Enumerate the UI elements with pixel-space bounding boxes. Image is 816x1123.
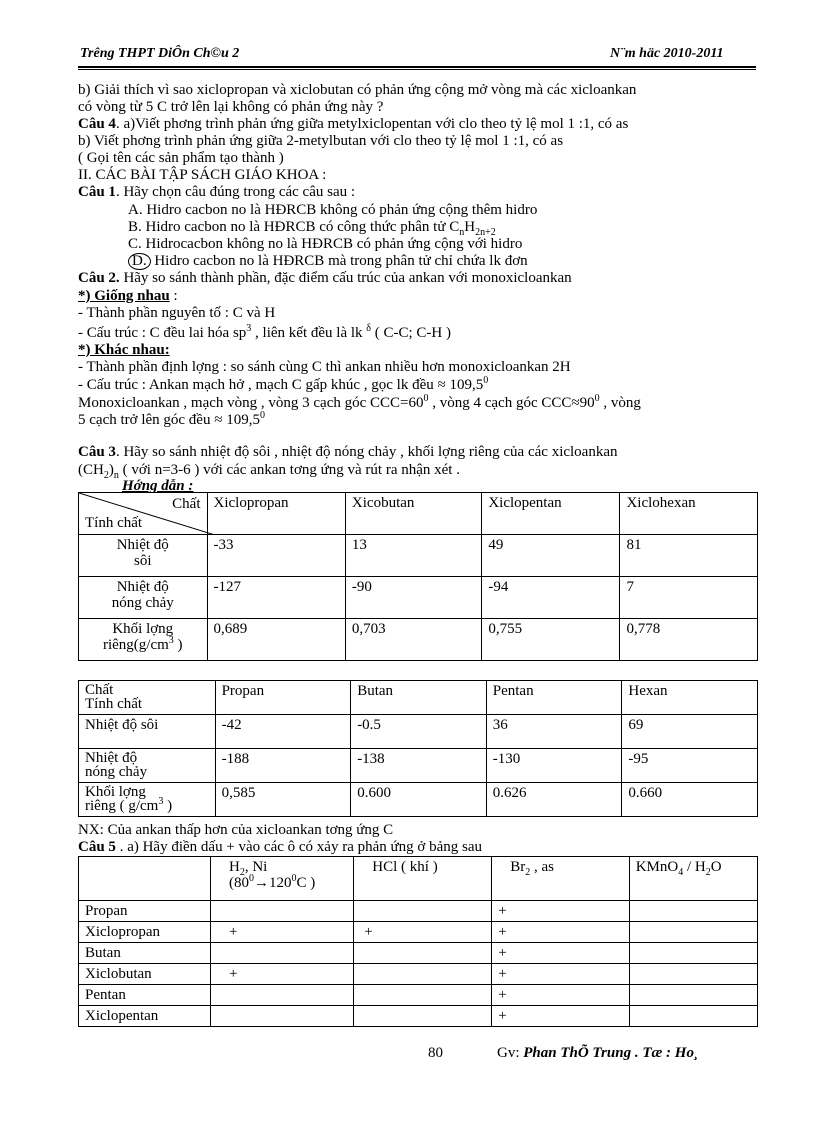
table-cell: -94 — [482, 577, 620, 619]
table-row — [79, 943, 758, 964]
table-header-cell: Xicobutan — [345, 493, 481, 535]
table-row — [79, 901, 758, 922]
diff-line-4: 5 cạch trở lên góc đều ≈ $109,5^0$ — [78, 410, 265, 428]
table-cell — [210, 901, 353, 922]
table-cell — [629, 985, 757, 1006]
header-school: Trêng THPT DiÔn Ch©u 2 — [80, 46, 240, 61]
nx-conclusion: NX: Của ankan thấp hơn của xicloankan tơng ứng C — [78, 822, 394, 838]
table-cycloalkanes — [78, 492, 758, 661]
row-label: Xiclopropan — [79, 922, 211, 943]
table-cell: -188 — [215, 749, 351, 783]
table-corner: Chất Tính chất — [79, 681, 216, 715]
row-label: Khối lợng riêng ( $g/cm^3$ ) — [79, 783, 216, 817]
q3-label: Câu 3 — [78, 444, 116, 460]
question-1 — [78, 184, 355, 201]
table-header-cell: $H_2$, Ni ($80^0\to 120^0C$ ) — [210, 857, 353, 901]
row-label: Pentan — [79, 985, 211, 1006]
q5-label: Câu 5 — [78, 839, 116, 855]
table-cell — [629, 943, 757, 964]
table-cell — [210, 1006, 353, 1027]
table-header-cell: $Br_2$ , as — [492, 857, 629, 901]
table-reactions — [78, 856, 758, 1027]
table-cell — [210, 943, 353, 964]
table-row — [79, 577, 758, 619]
header-year: N¨m häc 2010-2011 — [610, 46, 724, 61]
row-label: Butan — [79, 943, 211, 964]
q1-text: . Hãy chọn câu đúng trong các câu sau : — [115, 184, 356, 200]
same-line-2: - Cấu trúc : C đều lai hóa $sp^3$ , liên kết đều là lk $^\delta$ ( C-C; C-H ) — [78, 323, 451, 341]
table-cell — [354, 943, 492, 964]
table-cell: 0.626 — [486, 783, 622, 817]
row-label: Nhiệt độ nóng chảy — [79, 749, 216, 783]
row-label: Xiclobutan — [79, 964, 211, 985]
table-row — [79, 922, 758, 943]
q2-text: Hãy so sánh thành phần, đặc điểm cấu trúc của ankan với monoxicloankan — [119, 270, 572, 286]
table-header-cell: Xiclopropan — [207, 493, 345, 535]
q1-label: Câu 1 — [78, 184, 116, 200]
table-row — [79, 985, 758, 1006]
table-cell — [210, 985, 353, 1006]
table-header-cell: HCl ( khí ) — [354, 857, 492, 901]
option-a: A. Hidro cacbon no là HĐRCB không có phản ứng cộng thêm hidro — [128, 202, 538, 218]
table-cell — [629, 964, 757, 985]
table-cell: 69 — [622, 715, 758, 749]
table-row — [79, 1006, 758, 1027]
row-label: Khối lợng $riêng(g/cm^3$ ) — [79, 619, 208, 661]
table-header-cell: Propan — [215, 681, 351, 715]
q5-text: . a) Hãy điền dấu + vào các ô có xảy ra phản ứng ở bảng sau — [115, 839, 482, 855]
table-cell: 0,778 — [620, 619, 758, 661]
table-cell: + — [492, 901, 629, 922]
table-cell: 0,585 — [215, 783, 351, 817]
table-cell: 7 — [620, 577, 758, 619]
question-2 — [78, 270, 572, 287]
header-divider — [78, 66, 756, 70]
table-header-cell: Xiclohexan — [620, 493, 758, 535]
table-cell: -95 — [622, 749, 758, 783]
question-3 — [78, 444, 618, 461]
question-5 — [78, 839, 482, 856]
row-label: Nhiệt độ nóng chảy — [79, 577, 208, 619]
table-cell: 0.660 — [622, 783, 758, 817]
table-header-row — [79, 681, 758, 715]
table-header-cell: Xiclopentan — [482, 493, 620, 535]
guide-heading: Hớng dẫn : — [122, 478, 194, 494]
diff-line-3: Monoxicloankan , mạch vòng , vòng 3 cạch góc $CCC=60^0$ , vòng 4 cạch góc $CCC\approx 90^0$ , vòng — [78, 393, 641, 411]
option-b: B. Hidro cacbon no là HĐRCB có công thức phân tử $C_nH_{2n+2}$ — [128, 219, 496, 238]
table-row — [79, 715, 758, 749]
q3-text: . Hãy so sánh nhiệt độ sôi , nhiệt độ nóng chảy , khối lợng riêng của các xicloankan — [115, 444, 618, 460]
table-cell: + — [210, 964, 353, 985]
option-c: C. Hidrocacbon không no là HĐRCB có phản ứng cộng với hidro — [128, 236, 523, 252]
table-cell: -127 — [207, 577, 345, 619]
option-d-circle: D. — [128, 253, 151, 270]
diff-line-2: - Cấu trúc : Ankan mạch hở , mạch C gấp khúc , gọc lk đều ≈ $109,5^0$ — [78, 375, 489, 393]
table-cell: 0,689 — [207, 619, 345, 661]
option-d: D. Hidro cacbon no là HĐRCB mà trong phân tử chỉ chứa lk đơn — [128, 253, 528, 270]
table-row — [79, 964, 758, 985]
row-label: Propan — [79, 901, 211, 922]
diff-heading: *) Khác nhau: — [78, 342, 170, 358]
table-cell — [354, 964, 492, 985]
same-line-1: - Thành phần nguyên tố : C và H — [78, 305, 276, 321]
same-heading: *) Giống nhau : — [78, 288, 178, 304]
section-2-title: II. CÁC BÀI TẬP SÁCH GIÁO KHOA : — [78, 167, 327, 183]
table-cell: 81 — [620, 535, 758, 577]
table-row — [79, 535, 758, 577]
table-cell: + — [492, 964, 629, 985]
row-label: Nhiệt độ sôi — [79, 535, 208, 577]
line-q4c: ( Gọi tên các sản phẩm tạo thành ) — [78, 150, 284, 166]
table-alkanes — [78, 680, 758, 817]
table-header-row — [79, 493, 758, 535]
table-cell: 0.600 — [351, 783, 487, 817]
line-l2: có vòng từ 5 C trở lên lại không có phản ứng này ? — [78, 99, 384, 115]
table-cell: 0,755 — [482, 619, 620, 661]
row-label: Nhiệt độ sôi — [79, 715, 216, 749]
sigma-symbol: δ — [366, 323, 371, 334]
table-header-cell: Pentan — [486, 681, 622, 715]
table-cell: + — [492, 1006, 629, 1027]
table-header-cell: Hexan — [622, 681, 758, 715]
table-cell: 13 — [345, 535, 481, 577]
table-cell: -0.5 — [351, 715, 487, 749]
table-cell — [354, 985, 492, 1006]
table-cell — [354, 901, 492, 922]
q4a-text: . a)Viết phơng trình phản ứng giữa metylxiclopentan với clo theo tỷ lệ mol 1 :1, có as — [115, 116, 629, 132]
question-4 — [78, 116, 628, 133]
table-cell — [629, 922, 757, 943]
table-header-cell: KMnO$_4$ / $H_2O$ — [629, 857, 757, 901]
table-cell: -42 — [215, 715, 351, 749]
line-l1: b) Giải thích vì sao xiclopropan và xiclobutan có phản ứng cộng mở vòng mà các xicloankan — [78, 82, 637, 98]
table-corner: Chất Tính chất — [79, 493, 208, 535]
table-row — [79, 783, 758, 817]
table-cell: -90 — [345, 577, 481, 619]
table-cell: -130 — [486, 749, 622, 783]
table-cell: + — [492, 943, 629, 964]
table-cell: 36 — [486, 715, 622, 749]
line-q4b: b) Viết phơng trình phản ứng giữa 2-metylbutan với clo theo tỷ lệ mol 1 :1, có as — [78, 133, 564, 149]
table-corner — [79, 857, 211, 901]
table-cell — [629, 1006, 757, 1027]
question-3-line-2: $(CH_2)_n$ ( với n=3-6 ) với các ankan tơng ứng và rút ra nhận xét . — [78, 462, 460, 481]
table-header-cell: Butan — [351, 681, 487, 715]
page-number: 80 — [428, 1045, 443, 1061]
table-cell: 0,703 — [345, 619, 481, 661]
table-header-row — [79, 857, 758, 901]
table-cell: + — [492, 985, 629, 1006]
table-row — [79, 749, 758, 783]
diff-line-1: - Thành phần định lợng : so sánh cùng C thì ankan nhiều hơn monoxicloankan 2H — [78, 359, 571, 375]
table-cell: 49 — [482, 535, 620, 577]
q2-label: Câu 2. — [78, 270, 120, 286]
table-cell — [629, 901, 757, 922]
q4-label: Câu 4 — [78, 116, 116, 132]
row-label: Xiclopentan — [79, 1006, 211, 1027]
table-cell — [354, 1006, 492, 1027]
table-cell: + — [492, 922, 629, 943]
footer-author: Gv: Phan ThÕ Trung . Tæ : Ho¸ — [497, 1045, 699, 1061]
table-cell: + — [354, 922, 492, 943]
table-row — [79, 619, 758, 661]
table-cell: -138 — [351, 749, 487, 783]
table-cell: + — [210, 922, 353, 943]
table-cell: -33 — [207, 535, 345, 577]
